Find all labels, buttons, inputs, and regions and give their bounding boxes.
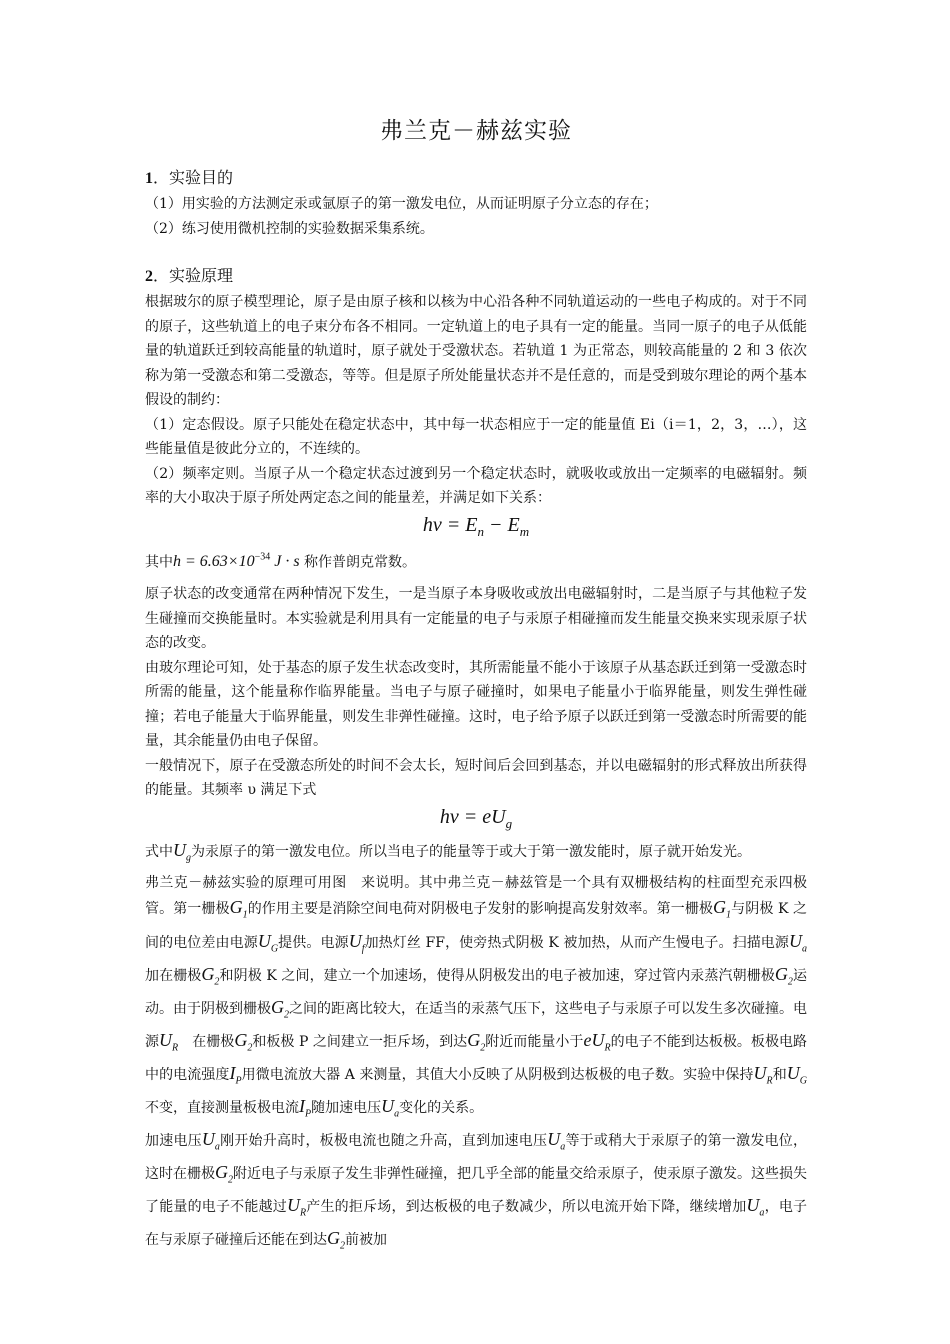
principle-paragraph-2: 原子状态的改变通常在两种情况下发生，一是当原子本身吸收或放出电磁辐射时，二是当原子与其他粒子发生碰撞而交换能量时。本实验就是利用具有一定能量的电子与汞原子相碰撞而发生能量交换来实现汞原子状态的改变。 xyxy=(145,586,807,652)
principle-paragraph-7: 加速电压$U_a$刚开始升高时，板极电流也随之升高，直到加速电压$U_a$等于或稍大于汞原子的第一激发电位，这时在栅极$G_2$附近电子与汞原子发生非弹性碰撞，把几乎全部的能量交给汞原子，使汞原子激发。这些损失了能量的电子不能越过$U_R$产生的拒斥场，到达板极的电子数减少，所以电流开始下降，继续增加$U_a$，电子在与汞原子碰撞后还能在到达$G_2$前被加 xyxy=(145,1129,808,1252)
spacer xyxy=(145,241,807,263)
postulate-2: （2）频率定则。当原子从一个稳定状态过渡到另一个稳定状态时，就吸收或放出一定频率的电磁辐射。频率的大小取决于原子所处两定态之间的能量差，并满足如下关系： xyxy=(145,465,807,506)
spacer xyxy=(145,574,807,582)
section-number: 1 xyxy=(145,170,153,187)
document-page xyxy=(145,112,807,1259)
formula-energy-difference: $h\nu = E_n - E_m$ xyxy=(422,513,530,539)
section-title: ．实验目的 xyxy=(153,168,234,187)
principle-paragraph-5: 式中$U_g$为汞原子的第一激发电位。所以当电子的能量等于或大于第一激发能时，原子就开始发光。 xyxy=(145,839,751,864)
formula-excitation-energy: $h\nu = eU_g$ xyxy=(439,805,513,831)
principle-paragraph-3: 由玻尔理论可知，处于基态的原子发生状态改变时，其所需能量不能小于该原子从基态跃迁到第一受激态时所需的能量，这个能量称作临界能量。当电子与原子碰撞时，如果电子能量小于临界能量，则发生弹性碰撞；若电子能量大于临界能量，则发生非弹性碰撞。这时，电子给予原子以跃迁到第一受激态时所需要的能量，其余能量仍由电子保留。 xyxy=(145,659,807,750)
section-heading-principle xyxy=(145,263,807,286)
planck-constant-line: 其中$h = 6.63\times 10^{-34}$ J · s 称作普朗克常数。 xyxy=(145,551,417,570)
postulate-1: （1）定态假设。原子只能处在稳定状态中，其中每一状态相应于一定的能量值 Ei（i＝1，2，3，…），这些能量值是彼此分立的，不连续的。 xyxy=(145,416,807,457)
section-number: 2 xyxy=(145,268,153,285)
section-heading-objective xyxy=(145,165,807,188)
objective-item-2: （2）练习使用微机控制的实验数据采集系统。 xyxy=(145,220,434,237)
page-title: 弗兰克－赫兹实验 xyxy=(380,118,572,144)
principle-paragraph-4: 一般情况下，原子在受激态所处的时间不会太长，短时间后会回到基态，并以电磁辐射的形式释放出所获得的能量。其频率 υ 满足下式 xyxy=(145,757,807,799)
principle-paragraph-1: 根据玻尔的原子模型理论，原子是由原子核和以核为中心沿各种不同轨道运动的一些电子构成的。对于不同的原子，这些轨道上的电子束分布各不相同。一定轨道上的电子具有一定的能量。当同一原子的电子从低能量的轨道跃迁到较高能量的轨道时，原子就处于受激状态。若轨道 1 为正常态，则较高能量的 2 和 3 依次称为第一受激态和第二受激态，等等。但是原子所处能量状态并不是任意的，而是受到玻尔理论的两个基本假设的制约： xyxy=(145,294,807,408)
principle-paragraph-6: 弗兰克－赫兹实验的原理可用图 来说明。其中弗兰克－赫兹管是一个具有双栅极结构的柱面型充汞四极管。第一栅极$G_1$的作用主要是消除空间电荷对阴极电子发射的影响提高发射效率。第一栅极$G_1$与阴极 K 之间的电位差由电源$U_G$提供。电源$U_f$加热灯丝 FF，使旁热式阴极 K 被加热，从而产生慢电子。扫描电源$U_a$加在栅极$G_2$和阴极 K 之间，建立一个加速场，使得从阴极发出的电子被加速，穿过管内汞蒸汽朝栅极$G_2$运动。由于阴极到栅极$G_2$之间的距离比较大，在适当的汞蒸气压下，这些电子与汞原子可以发生多次碰撞。电源$U_R$ 在栅极$G_2$和板极 P 之间建立一拒斥场，到达$G_2$附近而能量小于$eU_R$的电子不能到达板极。板极电路中的电流强度$I_P$用微电流放大器 A 来测量，其值大小反映了从阴极到达板极的电子数。实验中保持$U_R$和$U_G$不变，直接测量板极电流$I_P$随加速电压$U_a$变化的关系。 xyxy=(145,874,808,1120)
section-title: ．实验原理 xyxy=(153,266,234,285)
objective-item-1: （1）用实验的方法测定汞或氩原子的第一激发电位，从而证明原子分立态的存在； xyxy=(145,196,658,212)
